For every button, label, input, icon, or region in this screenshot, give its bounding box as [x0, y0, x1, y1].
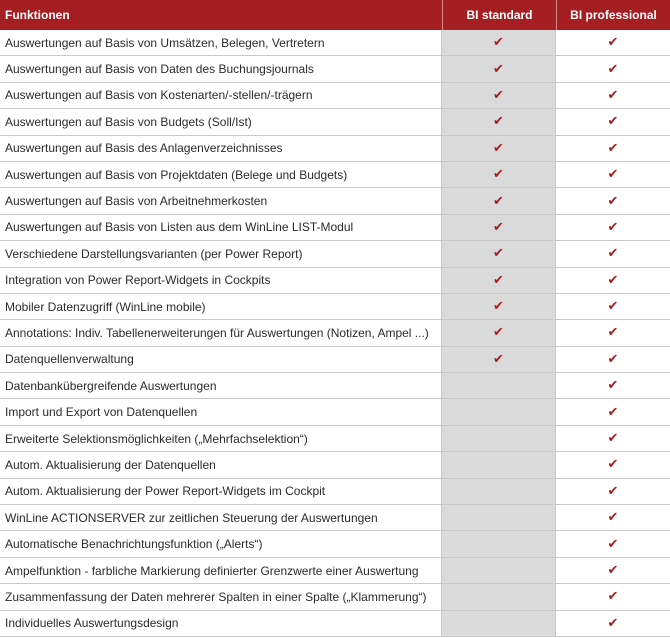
feature-label: Auswertungen auf Basis von Listen aus dem WinLine LIST-Modul: [0, 215, 442, 240]
cell-bi-standard: [442, 373, 556, 398]
feature-label: Auswertungen auf Basis des Anlagenverzeichnisses: [0, 136, 442, 161]
table-row: [0, 347, 670, 373]
cell-bi-standard: [442, 479, 556, 504]
feature-label: Auswertungen auf Basis von Budgets (Soll/Ist): [0, 109, 442, 134]
cell-bi-standard: [442, 162, 556, 187]
feature-label: Import und Export von Datenquellen: [0, 399, 442, 424]
table-row: [0, 56, 670, 82]
checkmark-icon: ✔: [493, 193, 504, 209]
table-row: [0, 479, 670, 505]
cell-bi-standard: [442, 347, 556, 372]
checkmark-icon: ✔: [607, 272, 619, 288]
checkmark-icon: ✔: [607, 404, 619, 420]
checkmark-icon: ✔: [493, 246, 504, 262]
feature-label: Auswertungen auf Basis von Daten des Buchungsjournals: [0, 56, 442, 81]
checkmark-icon: ✔: [607, 351, 619, 367]
checkmark-icon: ✔: [607, 167, 619, 183]
feature-label: Autom. Aktualisierung der Datenquellen: [0, 452, 442, 477]
cell-bi-professional: [556, 584, 670, 609]
checkmark-icon: ✔: [607, 431, 619, 447]
table-row: [0, 373, 670, 399]
feature-label: Datenquellenverwaltung: [0, 347, 442, 372]
feature-label: Erweiterte Selektionsmöglichkeiten („Mehrfachselektion“): [0, 426, 442, 451]
checkmark-icon: ✔: [493, 351, 504, 367]
cell-bi-professional: [556, 558, 670, 583]
checkmark-icon: ✔: [607, 457, 619, 473]
cell-bi-professional: [556, 479, 670, 504]
feature-label: Autom. Aktualisierung der Power Report-Widgets im Cockpit: [0, 479, 442, 504]
cell-bi-standard: [442, 531, 556, 556]
checkmark-icon: ✔: [493, 35, 504, 51]
checkmark-icon: ✔: [607, 219, 619, 235]
checkmark-icon: ✔: [493, 87, 504, 103]
cell-bi-standard: [442, 426, 556, 451]
cell-bi-professional: [556, 241, 670, 266]
feature-label: Mobiler Datenzugriff (WinLine mobile): [0, 294, 442, 319]
table-row: [0, 320, 670, 346]
feature-label: Auswertungen auf Basis von Umsätzen, Belegen, Vertretern: [0, 30, 442, 55]
table-row: [0, 109, 670, 135]
feature-label: Annotations: Indiv. Tabellenerweiterungen für Auswertungen (Notizen, Ampel ...): [0, 320, 442, 345]
cell-bi-standard: [442, 215, 556, 240]
feature-label: Ampelfunktion - farbliche Markierung definierter Grenzwerte einer Auswertung: [0, 558, 442, 583]
cell-bi-standard: [442, 268, 556, 293]
cell-bi-standard: [442, 30, 556, 55]
cell-bi-professional: [556, 347, 670, 372]
checkmark-icon: ✔: [607, 35, 619, 51]
feature-label: Auswertungen auf Basis von Arbeitnehmerkosten: [0, 188, 442, 213]
cell-bi-professional: [556, 30, 670, 55]
cell-bi-standard: [442, 188, 556, 213]
cell-bi-standard: [442, 452, 556, 477]
checkmark-icon: ✔: [493, 167, 504, 183]
cell-bi-professional: [556, 83, 670, 108]
table-row: [0, 188, 670, 214]
cell-bi-standard: [442, 584, 556, 609]
checkmark-icon: ✔: [607, 325, 619, 341]
checkmark-icon: ✔: [607, 61, 619, 77]
cell-bi-professional: [556, 56, 670, 81]
cell-bi-standard: [442, 241, 556, 266]
table-row: [0, 505, 670, 531]
table-row: [0, 531, 670, 557]
table-row: [0, 268, 670, 294]
checkmark-icon: ✔: [493, 272, 504, 288]
checkmark-icon: ✔: [607, 510, 619, 526]
cell-bi-professional: [556, 136, 670, 161]
feature-label: Datenbankübergreifende Auswertungen: [0, 373, 442, 398]
table-row: [0, 30, 670, 56]
cell-bi-professional: [556, 611, 670, 636]
cell-bi-standard: [442, 83, 556, 108]
table-row: [0, 136, 670, 162]
checkmark-icon: ✔: [607, 563, 619, 578]
cell-bi-standard: [442, 399, 556, 424]
table-row: [0, 584, 670, 610]
cell-bi-professional: [556, 109, 670, 134]
cell-bi-standard: [442, 56, 556, 81]
checkmark-icon: ✔: [607, 483, 619, 499]
checkmark-icon: ✔: [607, 246, 619, 262]
checkmark-icon: ✔: [493, 61, 504, 77]
cell-bi-professional: [556, 294, 670, 319]
table-body: [0, 30, 670, 637]
checkmark-icon: ✔: [493, 140, 504, 156]
cell-bi-professional: [556, 426, 670, 451]
cell-bi-professional: [556, 505, 670, 530]
cell-bi-professional: [556, 268, 670, 293]
feature-label: Automatische Benachrichtungsfunktion („Alerts“): [0, 531, 442, 556]
table-row: [0, 215, 670, 241]
table-row: [0, 452, 670, 478]
checkmark-icon: ✔: [607, 87, 619, 103]
checkmark-icon: ✔: [607, 378, 619, 394]
feature-label: Auswertungen auf Basis von Kostenarten/-stellen/-trägern: [0, 83, 442, 108]
header-bi-professional: BI professional: [556, 0, 670, 30]
checkmark-icon: ✔: [607, 536, 619, 552]
checkmark-icon: ✔: [493, 325, 504, 341]
checkmark-icon: ✔: [607, 193, 619, 209]
cell-bi-standard: [442, 109, 556, 134]
table-row: [0, 558, 670, 584]
checkmark-icon: ✔: [607, 589, 619, 605]
table-row: [0, 399, 670, 425]
feature-label: WinLine ACTIONSERVER zur zeitlichen Steuerung der Auswertungen: [0, 505, 442, 530]
feature-label: Auswertungen auf Basis von Projektdaten (Belege und Budgets): [0, 162, 442, 187]
header-functions: Funktionen: [5, 8, 70, 22]
checkmark-icon: ✔: [607, 615, 619, 631]
checkmark-icon: ✔: [607, 140, 619, 156]
cell-bi-standard: [442, 558, 556, 583]
cell-bi-standard: [442, 505, 556, 530]
checkmark-icon: ✔: [607, 299, 619, 315]
cell-bi-professional: [556, 373, 670, 398]
feature-label: Verschiedene Darstellungsvarianten (per Power Report): [0, 241, 442, 266]
feature-label: Individuelles Auswertungsdesign: [0, 611, 442, 636]
cell-bi-professional: [556, 399, 670, 424]
table-row: [0, 611, 670, 637]
table-row: [0, 162, 670, 188]
cell-bi-standard: [442, 611, 556, 636]
table-row: [0, 426, 670, 452]
table-row: [0, 83, 670, 109]
cell-bi-standard: [442, 320, 556, 345]
header-bi-standard: BI standard: [442, 0, 556, 30]
checkmark-icon: ✔: [493, 299, 504, 315]
cell-bi-professional: [556, 452, 670, 477]
checkmark-icon: ✔: [493, 219, 504, 235]
cell-bi-professional: [556, 215, 670, 240]
checkmark-icon: ✔: [493, 114, 504, 130]
cell-bi-professional: [556, 531, 670, 556]
cell-bi-standard: [442, 136, 556, 161]
table-row: [0, 241, 670, 267]
table-header: [0, 0, 670, 30]
cell-bi-professional: [556, 320, 670, 345]
checkmark-icon: ✔: [607, 114, 619, 130]
cell-bi-professional: [556, 188, 670, 213]
cell-bi-standard: [442, 294, 556, 319]
feature-label: Zusammenfassung der Daten mehrerer Spalten in einer Spalte („Klammerung“): [0, 584, 442, 609]
cell-bi-professional: [556, 162, 670, 187]
feature-label: Integration von Power Report-Widgets in Cockpits: [0, 268, 442, 293]
table-row: [0, 294, 670, 320]
